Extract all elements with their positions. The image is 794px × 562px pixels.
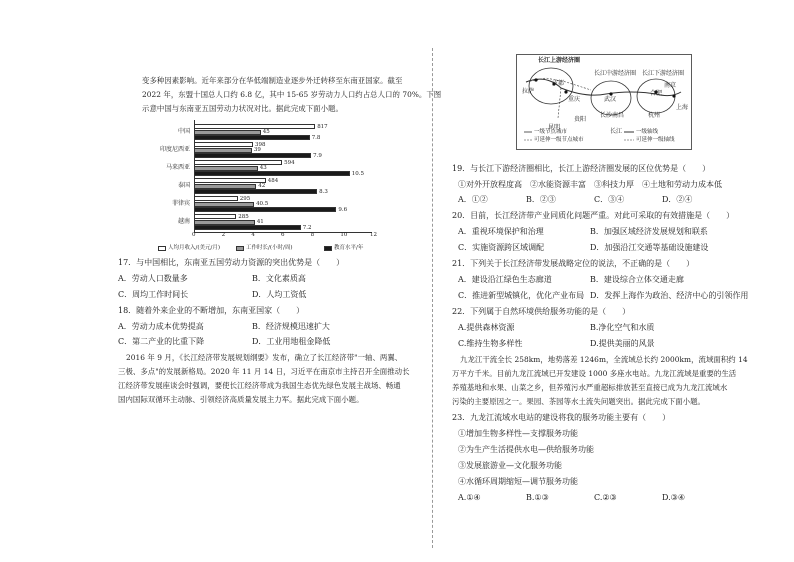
legend-label-edu: 教育水平/年 [334,245,364,251]
chart-bar-hours [194,148,252,153]
chart-bar-edu [194,189,317,194]
node-chongqing [564,90,567,93]
map-label-kunming: 昆明 [548,124,561,131]
chart-bar-income [194,214,236,219]
chart-value-label: 295 [239,195,251,202]
q19-option-b[interactable]: B．②③ [526,195,556,204]
chart-bar-hours [194,184,256,189]
map-legend-1: 一级节点城市 [534,129,568,135]
chart-bar-hours [194,202,254,207]
q21-option-a[interactable]: A．建设沿江绿色生态廊道 [458,275,552,284]
chart-x-tick: 4 [251,232,255,238]
chart-category-label: 中国 [177,128,190,135]
map-legend-2: 可延伸一级节点城市 [534,137,584,143]
q22-option-a[interactable]: A.提供森林资源 [458,323,515,332]
chart-value-label: 8.3 [319,188,328,195]
chart-value-label: 42 [258,183,266,189]
q20-stem: 20．目前，长江经济带产业同质化问题严重。对此可采取的有效措施是（ ） [452,211,735,220]
q19-statements: ①对外开放程度高 ②水能资源丰富 ③科技力厚 ④土地和劳动力成本低 [458,180,722,189]
intro-line-1: 变多种因素影响。近年来部分在华低端制造业逐步外迁转移至东南亚国家。截至 [142,76,403,85]
r-passage-line-4: 污染的主要原因之一。果园、茶园等水土流失问题突出。据此完成下面小题。 [452,397,705,406]
chart-bar-income [194,178,266,183]
map-label-hangzhou: 杭州 [648,112,661,119]
q23-option-d[interactable]: D.③④ [662,493,686,502]
chart-category-label: 泰国 [177,182,190,189]
chart-x-tick: 12 [370,232,377,238]
chart-x-tick: 0 [192,232,196,238]
node-shanghai [672,94,675,97]
q17-option-c[interactable]: C．周均工作时间长 [118,290,189,299]
chart-value-label: 398 [255,141,266,148]
q19-option-c[interactable]: C．③④ [594,195,625,204]
chart-category-label: 马来西亚 [165,164,190,171]
chart-bar-income [194,142,253,147]
legend-hours [236,245,293,252]
chart-value-label: 40.5 [256,201,269,207]
q17-stem: 17．与中国相比，东南亚五国劳动力资源的突出优势是（ ） [118,258,345,267]
q21-option-b[interactable]: B．建设综合立体交通走廊 [590,275,684,284]
chart-x-tick: 8 [310,232,315,238]
map-title: 长江上游经济圈 [538,57,581,64]
chart-value-label: 285 [238,213,249,220]
map-label-lower: 长江下游经济圈 [642,70,685,77]
q19-option-a[interactable]: A．①② [458,195,488,204]
q21-option-d[interactable]: D．发挥上海作为政治、经济中心的引领作用 [590,291,749,300]
legend-swatch-income [158,246,166,251]
q17-option-a[interactable]: A．劳动人口数量多 [118,274,188,283]
q23-item-3: ③发展旅游业—文化服务功能 [458,461,562,470]
legend-swatch-edu [324,246,332,251]
chart-category-label: 越南 [177,218,190,225]
intro-line-2: 2022 年，东盟十国总人口约 6.8 亿，其中 15-65 岁劳动力人口约占总人口的 70%。下图 [142,90,442,99]
chart-value-label: 41 [256,219,264,225]
chart-bar-edu [194,207,336,212]
chart-x-tick: 6 [281,232,285,238]
legend-label-hours: 工作时长/(小时/周) [246,245,293,251]
chart-value-label: 43 [259,165,267,171]
q23-item-4: ④水循环周期缩短—调节服务功能 [458,477,578,486]
q23-stem: 23．九龙江流域水电站的建设将我的服务功能主要有（ ） [452,413,671,422]
chart-value-label: 7.9 [313,152,322,159]
map-label-chongqing: 重庆 [568,96,581,103]
q19-option-d[interactable]: D．②④ [662,195,693,204]
chart-value-label: 7.8 [311,134,321,141]
map-label-lasa: 拉萨 [522,88,535,95]
chart-bar-edu [194,135,310,140]
chart-bar-hours [194,220,255,225]
q20-option-a[interactable]: A．重视环境保护和治理 [458,227,544,236]
passage-line-4: 国内国际双循环主动脉、引领经济高质量发展主力军。据此完成下面小题。 [118,395,364,404]
map-label-chengdu: 成都 [552,80,565,87]
q22-option-c[interactable]: C.维持生物多样性 [458,339,523,348]
node-lasa [534,78,537,81]
chart-category-label: 菲律宾 [171,200,190,207]
r-passage-line-3: 养殖基地和水果、山菜之乡，但养殖污水严重超标排放甚至直接已成为九龙江流域水 [452,383,728,392]
intro-line-3: 示意中国与东南亚五国劳动力状况对比。据此完成下面小题。 [142,104,343,113]
map-label-middle: 长江中游经济圈 [594,70,637,77]
q22-option-b[interactable]: B.净化空气和水质 [590,323,655,332]
map-label-changsha: 长沙南昌 [600,112,625,119]
legend-swatch-hours [236,246,244,251]
q18-stem: 18．随着外来企业的不断增加，东南亚国家（ ） [118,306,305,315]
chart-bar-income [194,160,282,165]
legend-edu [324,245,363,252]
chart-value-label: 594 [284,159,295,166]
passage-line-1: 2016 年 9 月，《长江经济带发展规划纲要》发布，确立了长江经济带"一轴、两翼、 [126,353,403,362]
r-passage-line-1: 九龙江干流全长 258km，地势落差 1246m，全流域总长约 2000km，流域面积约 14 [460,355,748,364]
q20-option-b[interactable]: B．加强区域经济发展规划和联系 [590,227,708,236]
q20-option-c[interactable]: C．实施资源跨区域调配 [458,243,545,252]
q23-item-2: ②为生产生活提供水电—供给服务功能 [458,445,594,454]
column-divider [432,48,433,548]
q21-stem: 21．下列关于长江经济带发展战略定位的说法，不正确的是（ ） [452,259,695,268]
chart-bar-edu [194,171,350,176]
map-label-nanjing: 南京 [664,82,677,89]
q18-option-d[interactable]: D．工业用地租金降低 [252,337,331,346]
q19-stem: 19．与长江下游经济圈相比，长江上游经济圈发展的区位优势是（ ） [452,164,711,173]
chart-bar-hours [194,166,258,171]
q23-item-1: ①增加生物多样性—支撑服务功能 [458,429,578,438]
map-label-hefei: 合肥 [650,90,663,97]
q22-stem: 22．下列属于自然环境供给服务功能的是（ ） [452,307,631,316]
chart-x-tick: 2 [221,232,226,238]
passage-line-3: 江经济带发展座谈会时强调，要使长江经济带成为我国生态优先绿色发展主战场、畅通 [118,381,401,390]
q18-option-b[interactable]: B．经济规模迅速扩大 [252,322,330,331]
chart-value-label: 484 [267,177,279,184]
map-label-changjiang: 长江 [610,128,623,135]
q17-option-b[interactable]: B．文化素质高 [252,274,306,283]
q22-option-d[interactable]: D.提供美丽的风景 [590,339,655,348]
q23-option-b[interactable]: B.①③ [526,493,549,502]
chart-bar-edu [194,153,311,158]
passage-line-2: 三极、多点"的发展新格局。2020 年 11 月 14 日，习近平在南京市主持召开全面推动长 [118,367,410,376]
chart-category-label: 印度尼西亚 [159,146,190,153]
q18-option-c[interactable]: C．第二产业的比重下降 [118,337,205,346]
chart-value-label: 7.2 [302,224,312,231]
map-label-wuhan: 武汉 [604,96,617,103]
chart-value-label: 817 [317,123,328,130]
q20-option-d[interactable]: D．加强沿江交通等基础设施建设 [590,243,709,252]
legend-label-income: 人均月收入/(美元/月) [168,245,220,251]
q17-option-d[interactable]: D．人均工资低 [252,290,307,299]
q23-option-c[interactable]: C.②③ [594,493,617,502]
chart-value-label: 10.5 [351,170,364,177]
map-label-guiyang: 贵阳 [574,116,587,123]
chart-bar-hours [194,130,261,135]
q23-option-a[interactable]: A.①④ [458,493,481,502]
map-label-shanghai: 上海 [676,104,689,111]
r-passage-line-2: 万平方千米。目前九龙江流域已开发建设 1000 多座水电站。九龙江流域是重要的生活 [452,369,737,378]
chart-value-label: 9.6 [338,206,348,213]
legend-income [158,245,220,252]
chart-bar-edu [194,225,301,230]
chart-x-tick: 10 [340,232,348,238]
chart-value-label: 39 [253,147,261,153]
q18-option-a[interactable]: A．劳动力成本优势提高 [118,322,204,331]
q21-option-c[interactable]: C．推进新型城镇化，优化产业布局 [458,291,585,300]
chart-bar-income [194,196,238,201]
map-legend-4: 可延伸一级轴线 [636,137,675,143]
map-legend-3: 一级轴线 [636,129,659,135]
chart-bar-income [194,124,315,129]
chart-value-label: 45 [262,129,270,135]
